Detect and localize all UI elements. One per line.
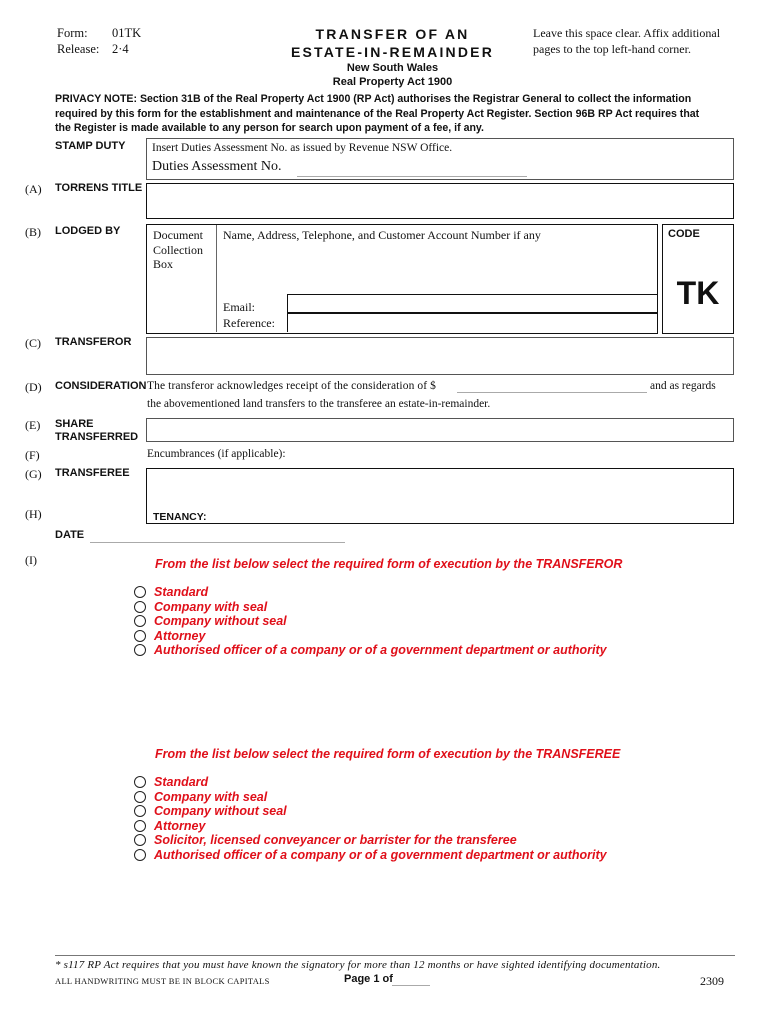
form-info: [57, 25, 141, 57]
transferee-execution-heading: From the list below select the required form of execution by the TRANSFEREE: [155, 747, 621, 761]
transferee-option[interactable]: [134, 804, 607, 819]
reference-input[interactable]: [287, 312, 657, 332]
radio-icon[interactable]: [134, 615, 146, 627]
transferee-input[interactable]: [146, 468, 734, 524]
share-transferred-input[interactable]: [146, 418, 734, 442]
option-label: Attorney: [154, 818, 206, 833]
email-input[interactable]: [287, 294, 657, 314]
doc-box-line-1: Document: [153, 228, 203, 242]
radio-icon[interactable]: [134, 644, 146, 656]
code-label: CODE: [668, 228, 700, 240]
form-value: 01TK: [112, 26, 142, 40]
date-input[interactable]: [90, 542, 345, 543]
page-total-input[interactable]: [392, 985, 430, 986]
tenancy-label: TENANCY:: [153, 511, 207, 523]
consideration-line-2: the abovementioned land transfers to the transferee an estate-in-remainder.: [147, 398, 491, 410]
torrens-title-label: TORRENS TITLE: [55, 182, 143, 194]
share-label-line-1: SHARE: [55, 418, 94, 430]
date-label: DATE: [55, 529, 85, 541]
privacy-line-3: the Register is made available to any person for search upon payment of a fee, if any.: [55, 122, 484, 134]
handwriting-note: ALL HANDWRITING MUST BE IN BLOCK CAPITALS: [55, 976, 270, 986]
option-label: Solicitor, licensed conveyancer or barrister for the transferee: [154, 833, 517, 848]
privacy-note: [55, 92, 735, 136]
stamp-duty-label: STAMP DUTY: [55, 140, 126, 152]
section-a-letter: (A): [25, 182, 42, 196]
torrens-title-input[interactable]: [146, 183, 734, 219]
footer-note: * s117 RP Act requires that you must have known the signatory for more than 12 months or have sighted identifying documentation.: [55, 959, 661, 971]
lodged-by-label: LODGED BY: [55, 225, 121, 237]
radio-icon[interactable]: [134, 805, 146, 817]
radio-icon[interactable]: [134, 586, 146, 598]
transferee-option[interactable]: [134, 833, 607, 848]
section-g-letter: (G): [25, 467, 42, 481]
radio-icon[interactable]: [134, 630, 146, 642]
encumbrances-label: Encumbrances (if applicable):: [147, 448, 286, 460]
reference-label: Reference:: [223, 316, 275, 330]
transferor-option[interactable]: [134, 614, 607, 629]
section-d-letter: (D): [25, 380, 42, 394]
transferee-label: TRANSFEREE: [55, 467, 130, 479]
lodger-details-label: Name, Address, Telephone, and Customer Account Number if any: [223, 228, 541, 242]
transferee-option[interactable]: [134, 790, 607, 805]
section-h-letter: (H): [25, 507, 42, 521]
stamp-duty-instruction: Insert Duties Assessment No. as issued by Revenue NSW Office.: [152, 142, 453, 154]
transferor-execution-heading: From the list below select the required form of execution by the TRANSFEROR: [155, 557, 623, 571]
document-collection-box[interactable]: [147, 225, 217, 332]
consideration-amount-input[interactable]: [457, 392, 647, 393]
page-title: [290, 25, 495, 61]
transferee-option[interactable]: [134, 819, 607, 834]
privacy-line-1: PRIVACY NOTE: Section 31B of the Real Property Act 1900 (RP Act) authorises the Registrar General to collect the information: [55, 93, 692, 105]
consideration-suffix: and as regards: [650, 380, 716, 392]
title-line-1: TRANSFER OF AN: [315, 26, 470, 42]
radio-icon[interactable]: [134, 849, 146, 861]
option-label: Company with seal: [154, 599, 268, 614]
option-label: Attorney: [154, 628, 206, 643]
option-label: Company without seal: [154, 804, 287, 819]
doc-box-line-3: Box: [153, 257, 174, 271]
clear-space-line-1: Leave this space clear. Affix additional: [533, 26, 721, 40]
radio-icon[interactable]: [134, 834, 146, 846]
radio-icon[interactable]: [134, 601, 146, 613]
code-box: [662, 224, 734, 334]
form-code: 2309: [700, 974, 724, 988]
section-e-letter: (E): [25, 418, 41, 432]
doc-box-line-2: Collection: [153, 242, 203, 257]
transferee-option[interactable]: [134, 775, 607, 790]
transferor-execution-options: [134, 585, 607, 658]
stamp-duty-box: [146, 138, 734, 180]
share-transferred-label: [55, 418, 138, 444]
transferor-input[interactable]: [146, 337, 734, 375]
title-line-2: ESTATE-IN-REMAINDER: [290, 44, 495, 60]
email-label: Email:: [223, 300, 255, 314]
clear-space-note: [533, 25, 720, 57]
option-label: Standard: [154, 585, 209, 600]
transferor-option[interactable]: [134, 585, 607, 600]
option-label: Authorised officer of a company or of a government department or authority: [154, 847, 607, 862]
transferor-option[interactable]: [134, 643, 607, 658]
transferee-option[interactable]: [134, 848, 607, 863]
form-label: Form:: [57, 26, 88, 40]
lodged-by-box: [146, 224, 658, 334]
section-b-letter: (B): [25, 225, 41, 239]
transferor-label: TRANSFEROR: [55, 336, 132, 348]
page-number-label: Page 1 of: [344, 973, 393, 985]
subtitle-act: Real Property Act 1900: [332, 76, 453, 88]
section-f-letter: (F): [25, 448, 40, 462]
radio-icon[interactable]: [134, 820, 146, 832]
consideration-label: CONSIDERATION: [55, 380, 147, 392]
radio-icon[interactable]: [134, 776, 146, 788]
option-label: Authorised officer of a company or of a government department or authority: [154, 643, 607, 658]
transferor-option[interactable]: [134, 600, 607, 615]
transferee-execution-options: [134, 775, 607, 862]
release-label: Release:: [57, 42, 100, 56]
transferor-option[interactable]: [134, 629, 607, 644]
option-label: Company with seal: [154, 789, 268, 804]
section-c-letter: (C): [25, 336, 41, 350]
code-value: TK: [676, 275, 720, 311]
consideration-text: The transferor acknowledges receipt of the consideration of $: [147, 380, 437, 392]
release-value: 2·4: [112, 42, 129, 56]
option-label: Company without seal: [154, 614, 287, 629]
duties-assessment-input[interactable]: [297, 176, 527, 177]
subtitle-state: New South Wales: [346, 62, 439, 74]
option-label: Standard: [154, 775, 209, 790]
share-label-line-2: TRANSFERRED: [55, 431, 139, 443]
subtitle: [290, 61, 495, 89]
footer-divider: [55, 955, 735, 956]
section-i-letter: (I): [25, 553, 37, 567]
radio-icon[interactable]: [134, 791, 146, 803]
clear-space-line-2: pages to the top left-hand corner.: [533, 42, 691, 56]
privacy-line-2: required by this form for the establishment and maintenance of the Real Property Act Register. Section 96B RP Act requires that: [55, 107, 700, 120]
duties-assessment-label: Duties Assessment No.: [152, 159, 282, 174]
